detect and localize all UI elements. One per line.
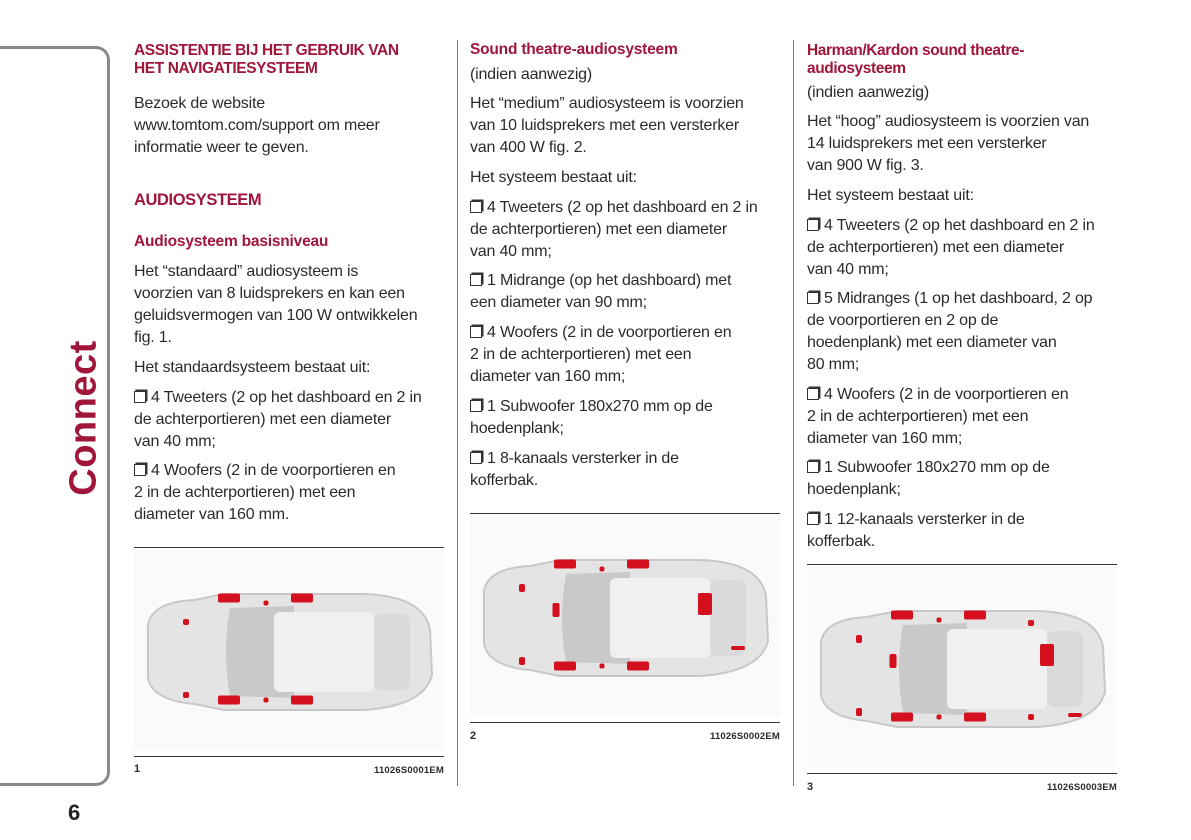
bullet-text: hoedenplank; — [807, 481, 901, 498]
text-line: Het “hoog” audiosysteem is voorzien van — [807, 113, 1090, 130]
figure-number: 3 — [807, 781, 814, 793]
bullet-text: een diameter van 90 mm; — [470, 294, 647, 311]
speaker-marker — [964, 713, 986, 722]
bullet-text: 4 Tweeters (2 op het dashboard en 2 in — [824, 217, 1095, 234]
speaker-marker — [291, 696, 313, 705]
bullet-text: van 40 mm; — [807, 261, 889, 278]
checkbox-bullet-icon — [134, 391, 146, 403]
speaker-marker — [218, 594, 240, 603]
figure-rule — [807, 773, 1117, 774]
text-line — [470, 344, 780, 366]
bullet-item — [807, 509, 1117, 553]
text-line — [807, 531, 1117, 553]
text-line — [470, 219, 780, 241]
consists-text: Het systeem bestaat uit: — [807, 187, 974, 204]
heading — [807, 42, 1117, 78]
figure-3-car — [807, 567, 1117, 767]
bullet-text: diameter van 160 mm; — [470, 368, 626, 385]
checkbox-bullet-icon — [807, 219, 819, 231]
intro — [134, 261, 444, 349]
speaker-marker — [1028, 714, 1034, 720]
bullet-text: 5 Midranges (1 op het dashboard, 2 op — [824, 290, 1093, 307]
bullet-text: 4 Woofers (2 in de voorportieren en — [824, 386, 1069, 403]
speaker-marker — [554, 560, 576, 569]
bullet-text: diameter van 160 mm. — [134, 506, 290, 523]
nav-heading — [134, 42, 444, 78]
text-line — [807, 215, 1117, 237]
figure-rule — [134, 547, 444, 548]
text-line — [134, 431, 444, 453]
text-line: informatie weer te geven. — [134, 139, 309, 156]
text-line — [807, 509, 1117, 531]
bullet-text: 2 in de achterportieren) met een — [134, 484, 356, 501]
bullet-text: 80 mm; — [807, 356, 860, 373]
text-line — [807, 332, 1117, 354]
bullet-text: 4 Woofers (2 in de voorportieren en — [487, 324, 732, 341]
bullet-text: 4 Tweeters (2 op het dashboard en 2 in — [151, 389, 422, 406]
optional-note: (indien aanwezig) — [470, 66, 593, 83]
bullet-item — [807, 457, 1117, 501]
bullet-item — [470, 448, 780, 492]
speaker-marker — [600, 567, 605, 572]
heading-line: Harman/Kardon sound theatre- — [807, 42, 1025, 59]
speaker-marker — [891, 611, 913, 620]
checkbox-bullet-icon — [134, 464, 146, 476]
bullet-item — [134, 460, 444, 526]
text-line — [807, 310, 1117, 332]
figure-code: 11026S0002EM — [709, 731, 780, 742]
speaker-marker — [554, 662, 576, 671]
speaker-marker — [937, 715, 942, 720]
side-tab-label: Connect — [62, 340, 105, 496]
text-line — [134, 387, 444, 409]
speaker-marker — [627, 560, 649, 569]
column-divider — [457, 40, 458, 786]
text-line — [470, 322, 780, 344]
speaker-marker — [1028, 620, 1034, 626]
text-line — [134, 460, 444, 482]
speaker-marker — [856, 708, 862, 716]
speaker-marker — [519, 584, 525, 592]
speaker-marker — [856, 635, 862, 643]
bullet-item — [470, 270, 780, 314]
text-line — [134, 409, 444, 431]
text-line — [807, 479, 1117, 501]
speaker-marker — [964, 611, 986, 620]
speaker-marker — [731, 646, 745, 650]
bullet-text: de achterportieren) met een diameter — [134, 411, 391, 428]
heading-line: ASSISTENTIE BIJ HET GEBRUIK VAN — [134, 42, 399, 59]
text-line: geluidsvermogen van 100 W ontwikkelen — [134, 307, 418, 324]
bullet-item — [470, 197, 780, 263]
figure-code: 11026S0001EM — [373, 765, 444, 776]
text-line — [134, 482, 444, 504]
speaker-marker — [183, 692, 189, 698]
text-line — [807, 406, 1117, 428]
sub-heading: Audiosysteem basisniveau — [134, 233, 329, 250]
speaker-marker — [553, 603, 560, 617]
text-line — [807, 237, 1117, 259]
figure-rule — [470, 513, 780, 514]
text-line — [470, 448, 780, 470]
figure-number: 1 — [134, 763, 141, 775]
figure-rule — [470, 722, 780, 723]
figure-1-car — [134, 550, 444, 750]
text-line — [470, 270, 780, 292]
speaker-marker — [519, 657, 525, 665]
figure-2-car — [470, 516, 780, 716]
bullet-text: 2 in de achterportieren) met een — [807, 408, 1029, 425]
checkbox-bullet-icon — [807, 388, 819, 400]
column-divider — [793, 40, 794, 786]
bullet-item — [470, 322, 780, 388]
text-line: van 900 W fig. 3. — [807, 157, 924, 174]
website-link[interactable]: www.tomtom.com/support om meer — [134, 117, 380, 134]
text-line — [470, 197, 780, 219]
car-top-view — [470, 516, 780, 716]
speaker-marker — [627, 662, 649, 671]
text-line: van 400 W fig. 2. — [470, 139, 587, 156]
heading-line: HET NAVIGATIESYSTEEM — [134, 60, 318, 77]
speaker-marker — [891, 713, 913, 722]
text-line: fig. 1. — [134, 329, 172, 346]
bullet-text: hoedenplank; — [470, 420, 564, 437]
checkbox-bullet-icon — [807, 461, 819, 473]
text-line — [470, 366, 780, 388]
speaker-marker — [1040, 644, 1054, 666]
text-line: Het “medium” audiosysteem is voorzien — [470, 95, 744, 112]
heading-line: audiosysteem — [807, 60, 906, 77]
speaker-marker — [183, 619, 189, 625]
checkbox-bullet-icon — [807, 513, 819, 525]
intro — [470, 93, 780, 159]
bullet-text: kofferbak. — [807, 533, 875, 550]
figure-rule — [134, 756, 444, 757]
consists-text: Het systeem bestaat uit: — [470, 169, 637, 186]
car-top-view — [807, 567, 1117, 767]
bullet-item — [807, 215, 1117, 281]
bullet-text: kofferbak. — [470, 472, 538, 489]
checkbox-bullet-icon — [470, 452, 482, 464]
checkbox-bullet-icon — [470, 326, 482, 338]
speaker-marker — [937, 618, 942, 623]
figure-number: 2 — [470, 730, 477, 742]
text-line: Het “standaard” audiosysteem is — [134, 263, 359, 280]
text-line — [807, 384, 1117, 406]
intro — [807, 111, 1117, 177]
speaker-marker — [1068, 713, 1082, 717]
checkbox-bullet-icon — [470, 274, 482, 286]
bullet-text: de voorportieren en 2 op de — [807, 312, 999, 329]
bullet-text: 1 Subwoofer 180x270 mm op de — [487, 398, 713, 415]
car-top-view — [134, 550, 444, 750]
heading: Sound theatre-audiosysteem — [470, 41, 678, 58]
checkbox-bullet-icon — [807, 292, 819, 304]
text-line — [807, 288, 1117, 310]
bullet-text: van 40 mm; — [134, 433, 216, 450]
nav-text — [134, 93, 444, 159]
speaker-marker — [890, 654, 897, 668]
bullet-text: 1 12-kanaals versterker in de — [824, 511, 1025, 528]
bullet-item — [807, 384, 1117, 450]
speaker-marker — [264, 601, 269, 606]
bullet-text: 1 Subwoofer 180x270 mm op de — [824, 459, 1050, 476]
text-line — [807, 354, 1117, 376]
text-line — [807, 428, 1117, 450]
figure-rule — [807, 564, 1117, 565]
text-line — [807, 457, 1117, 479]
bullet-text: de achterportieren) met een diameter — [807, 239, 1064, 256]
speaker-marker — [698, 593, 712, 615]
text-line: Bezoek de website — [134, 95, 265, 112]
bullet-text: de achterportieren) met een diameter — [470, 221, 727, 238]
checkbox-bullet-icon — [470, 201, 482, 213]
bullet-text: van 40 mm; — [470, 243, 552, 260]
speaker-marker — [218, 696, 240, 705]
bullet-text: 1 Midrange (op het dashboard) met — [487, 272, 732, 289]
text-line — [470, 241, 780, 263]
checkbox-bullet-icon — [470, 400, 482, 412]
speaker-marker — [291, 594, 313, 603]
optional-note: (indien aanwezig) — [807, 84, 930, 101]
audio-heading: AUDIOSYSTEEM — [134, 191, 262, 209]
text-line — [470, 470, 780, 492]
bullet-text: 4 Woofers (2 in de voorportieren en — [151, 462, 396, 479]
bullet-text: diameter van 160 mm; — [807, 430, 963, 447]
bullet-text: hoedenplank) met een diameter van — [807, 334, 1057, 351]
bullet-item — [134, 387, 444, 453]
text-line — [134, 504, 444, 526]
text-line — [807, 259, 1117, 281]
text-line: van 10 luidsprekers met een versterker — [470, 117, 739, 134]
consists-text: Het standaardsysteem bestaat uit: — [134, 359, 371, 376]
text-line: voorzien van 8 luidsprekers en kan een — [134, 285, 405, 302]
bullet-text: 1 8-kanaals versterker in de — [487, 450, 679, 467]
figure-code: 11026S0003EM — [1046, 782, 1117, 793]
bullet-text: 4 Tweeters (2 op het dashboard en 2 in — [487, 199, 758, 216]
bullet-item — [807, 288, 1117, 376]
text-line: 14 luidsprekers met een versterker — [807, 135, 1047, 152]
bullet-item — [470, 396, 780, 440]
bullet-text: 2 in de achterportieren) met een — [470, 346, 692, 363]
text-line — [470, 396, 780, 418]
page-number: 6 — [68, 800, 81, 825]
text-line — [470, 292, 780, 314]
text-line — [470, 418, 780, 440]
speaker-marker — [600, 664, 605, 669]
speaker-marker — [264, 698, 269, 703]
